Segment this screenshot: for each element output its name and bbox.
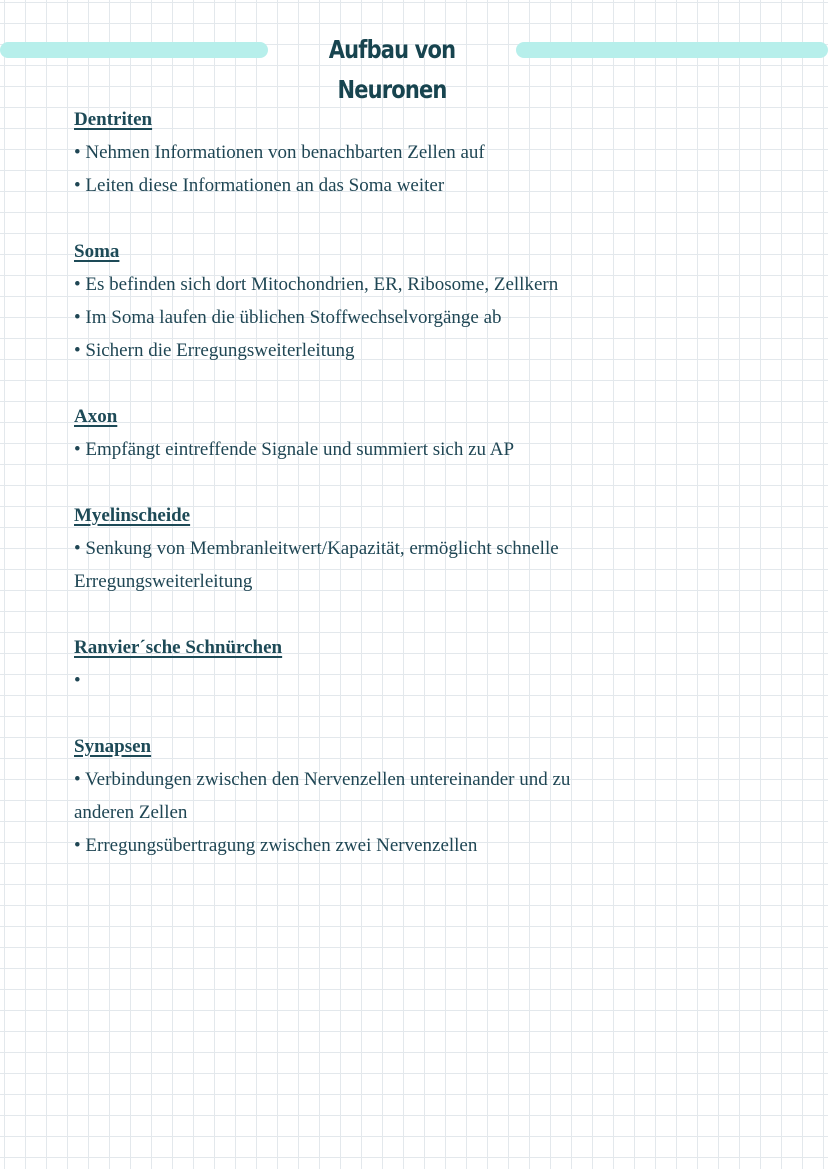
bullet-line: • Senkung von Membranleitwert/Kapazität, ermöglicht schnelle [74, 538, 559, 559]
bullet-line: • Empfängt eintreffende Signale und summiert sich zu AP [74, 439, 515, 460]
bullet-line-continuation: Erregungsweiterleitung [74, 571, 253, 592]
bullet-line-continuation: anderen Zellen [74, 802, 188, 823]
section-heading: Myelinscheide [74, 505, 191, 526]
bullet-line-empty: • [74, 670, 81, 691]
section-heading: Dentriten [74, 109, 153, 130]
bullet-line: • Nehmen Informationen von benachbarten Zellen auf [74, 142, 485, 163]
bullet-line: • Verbindungen zwischen den Nervenzellen untereinander und zu [74, 769, 571, 790]
bullet-line: • Leiten diese Informationen an das Soma weiter [74, 175, 445, 196]
bullet-line: • Es befinden sich dort Mitochondrien, ER, Ribosome, Zellkern [74, 274, 559, 295]
notes-content [74, 103, 674, 895]
section-dentriten [74, 103, 674, 202]
section-heading: Ranvier´sche Schnürchen [74, 637, 283, 658]
section-myelinscheide [74, 499, 674, 598]
section-heading: Synapsen [74, 736, 152, 757]
section-heading: Axon [74, 406, 118, 427]
section-soma [74, 235, 674, 367]
section-axon [74, 400, 674, 466]
section-ranvier [74, 631, 674, 697]
bullet-line: • Erregungsübertragung zwischen zwei Nervenzellen [74, 835, 478, 856]
bullet-line: • Sichern die Erregungsweiterleitung [74, 340, 355, 361]
title-highlight-left [0, 42, 268, 58]
page-title: Aufbau von Neuronen [328, 35, 456, 104]
bullet-line: • Im Soma laufen die üblichen Stoffwechselvorgänge ab [74, 307, 502, 328]
section-heading: Soma [74, 241, 120, 262]
title-highlight-right [516, 42, 828, 58]
section-synapsen [74, 730, 674, 862]
